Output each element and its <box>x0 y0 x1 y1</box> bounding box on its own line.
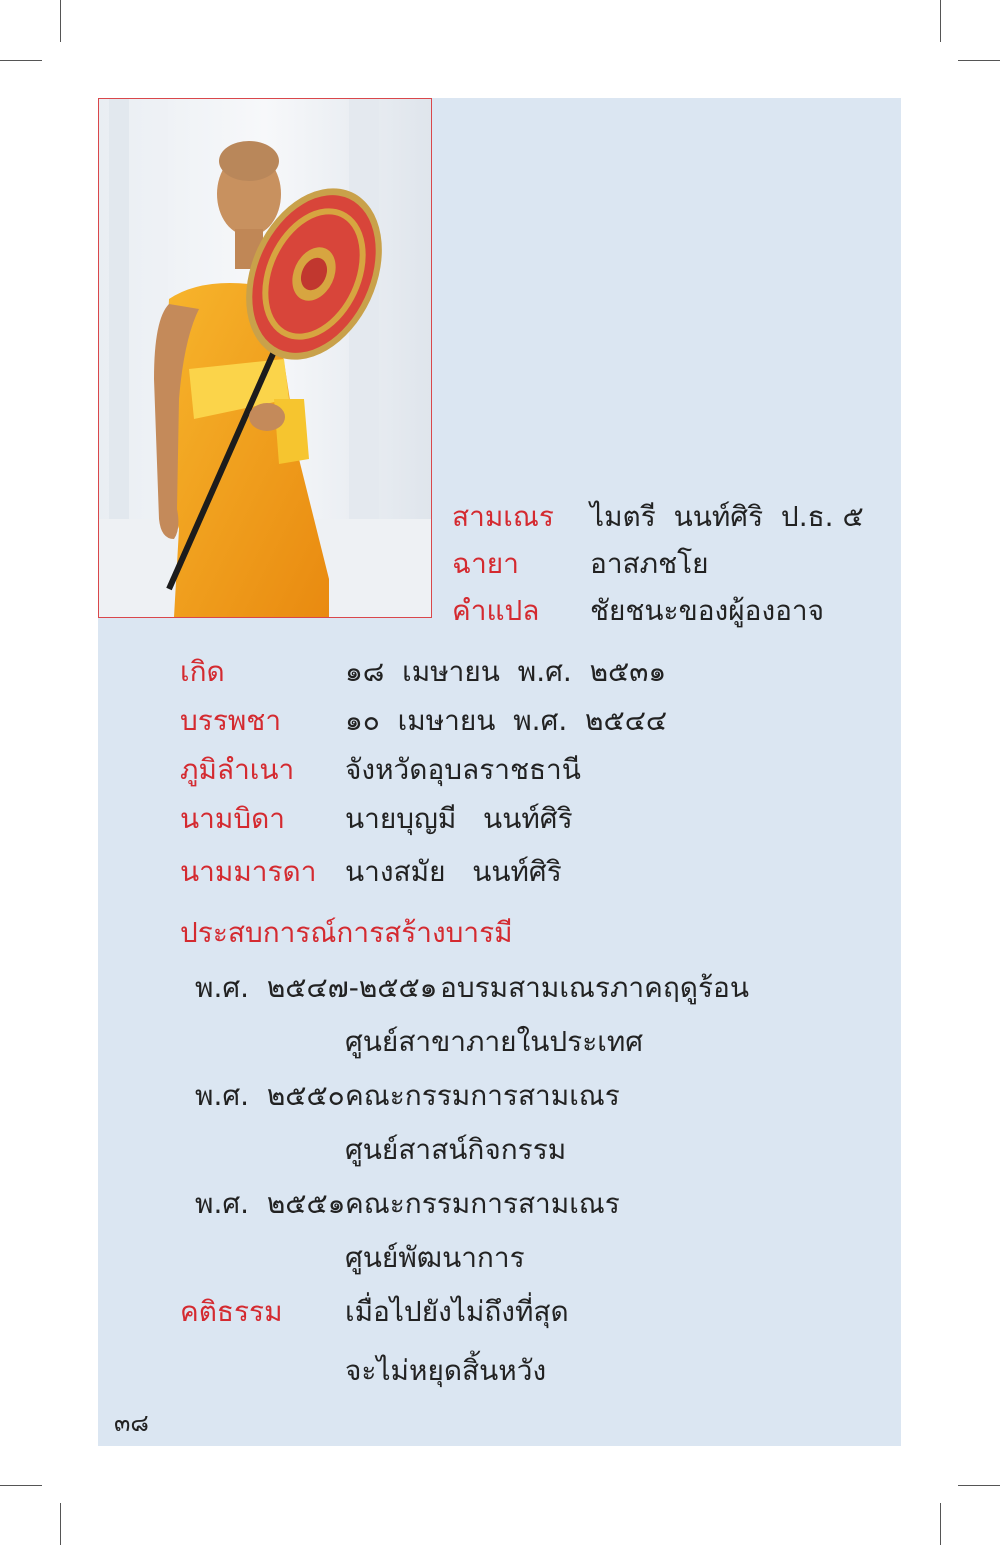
experience-heading: ประสบการณ์การสร้างบารมี <box>180 916 513 949</box>
experience-line: ศูนย์สาขาภายในประเทศ <box>345 1025 644 1058</box>
crop-mark <box>60 0 61 42</box>
experience-year: พ.ศ. ๒๕๕๐ <box>195 1079 345 1112</box>
monk-name: ไมตรี นนท์ศิริ ป.ธ. ๕ <box>590 500 864 533</box>
crop-mark <box>958 60 1000 61</box>
experience-year: พ.ศ. ๒๕๔๗-๒๕๕๑ <box>195 971 438 1004</box>
father-label: นามบิดา <box>180 802 285 835</box>
crop-mark <box>940 0 941 42</box>
experience-line: ศูนย์พัฒนาการ <box>345 1241 525 1274</box>
experience-line: อบรมสามเณรภาคฤดูร้อน <box>440 971 749 1004</box>
motto-line: เมื่อไปยังไม่ถึงที่สุด <box>345 1295 569 1328</box>
experience-line: ศูนย์สาสน์กิจกรรม <box>345 1133 567 1166</box>
crop-mark <box>0 1485 42 1486</box>
alias-value: อาสภชโย <box>590 547 709 580</box>
birth-value: ๑๘ เมษายน พ.ศ. ๒๕๓๑ <box>345 655 667 688</box>
experience-line: คณะกรรมการสามเณร <box>345 1187 620 1220</box>
mother-value: นางสมัย นนท์ศิริ <box>345 855 562 888</box>
crop-mark <box>958 1485 1000 1486</box>
motto-line: จะไม่หยุดสิ้นหวัง <box>345 1354 547 1387</box>
crop-mark <box>60 1503 61 1545</box>
ordination-label: บรรพชา <box>180 704 282 737</box>
crop-mark <box>940 1503 941 1545</box>
experience-year: พ.ศ. ๒๕๕๑ <box>195 1187 346 1220</box>
meaning-value: ชัยชนะของผู้องอาจ <box>590 594 825 627</box>
father-value: นายบุญมี นนท์ศิริ <box>345 802 573 835</box>
page-number: ๓๘ <box>114 1409 149 1437</box>
mother-label: นามมารดา <box>180 855 317 888</box>
meaning-label: คำแปล <box>452 594 540 627</box>
alias-label: ฉายา <box>452 547 519 580</box>
title-label: สามเณร <box>452 500 554 533</box>
hometown-label: ภูมิลำเนา <box>180 753 295 786</box>
crop-mark <box>0 60 42 61</box>
experience-line: คณะกรรมการสามเณร <box>345 1079 620 1112</box>
birth-label: เกิด <box>180 655 225 688</box>
hometown-value: จังหวัดอุบลราชธานี <box>345 753 581 786</box>
monk-portrait-photo <box>98 98 432 618</box>
ordination-value: ๑๐ เมษายน พ.ศ. ๒๕๔๔ <box>345 704 668 737</box>
motto-label: คติธรรม <box>180 1295 283 1328</box>
